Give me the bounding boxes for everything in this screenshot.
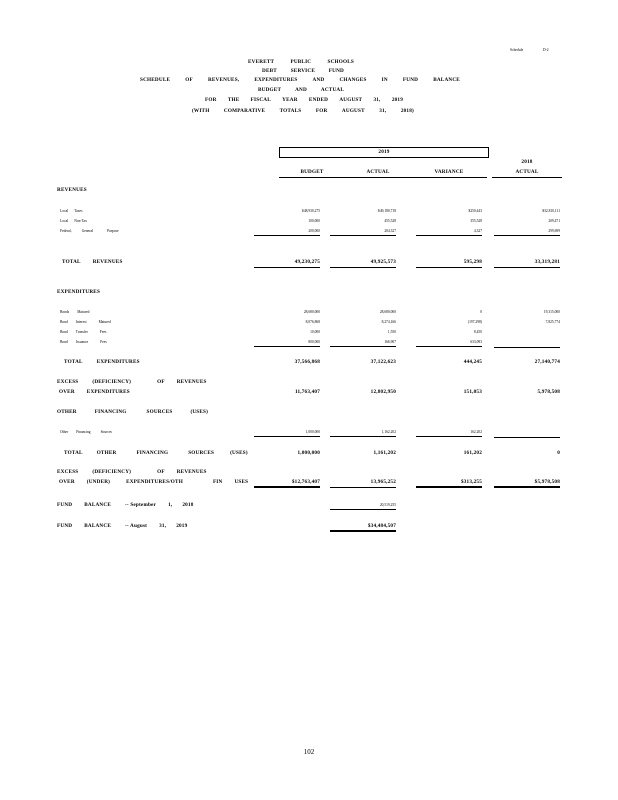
title-line-2: DEBT SERVICE FUND (262, 68, 344, 74)
budget-header: BUDGET (279, 169, 345, 178)
expenditures-heading: EXPENDITURES (57, 289, 101, 295)
prior-actual-header: ACTUAL (492, 169, 562, 178)
expenditure-actual: 8,274,166 (381, 320, 396, 324)
revenue-variance: $250,443 (468, 209, 482, 213)
excess-budget: 11,763,407 (294, 389, 320, 395)
revenue-row-label: Local Non-Tax (60, 219, 87, 223)
total-other-financing-variance: 161,202 (463, 450, 482, 456)
expenditure-row-label: Bond Interest Matured (60, 320, 111, 324)
expenditure-variance: 0 (480, 310, 482, 314)
expenditure-variance: 633,093 (416, 340, 482, 347)
excess-fin-label-2: OVER (UNDER) EXPENDITURES/OTH FIN USES (59, 479, 249, 485)
title-line-6: (WITH COMPARATIVE TOTALS FOR AUGUST 31, 2018) (192, 108, 414, 114)
revenue-prior: 209,471 (548, 219, 560, 223)
other-financing-variance: 162,202 (416, 430, 482, 437)
revenue-budget: 100,000 (308, 219, 320, 223)
fund-balance-start-label: FUND BALANCE -- September 1, 2018 (57, 502, 194, 508)
expenditure-actual: 28,680,000 (379, 310, 396, 314)
total-expenditures-label: TOTAL EXPENDITURES (64, 359, 140, 365)
expenditure-variance: 8,450 (473, 330, 482, 334)
other-financing-heading: OTHER FINANCING SOURCES (USES) (57, 409, 209, 415)
revenue-variance: 355,528 (470, 219, 482, 223)
excess-fin-label-1: EXCESS (DEFICIENCY) OF REVENUES (57, 469, 207, 475)
expenditure-row-label: Bond Issuance Fees (60, 340, 107, 344)
prior-year-header: 2018 (521, 159, 533, 165)
other-financing-budget: 1,000,000 (254, 430, 320, 437)
excess-fin-prior: $5,978,508 (494, 479, 560, 488)
fund-balance-end-actual: $34,484,507 (330, 523, 396, 532)
excess-fin-budget: $12,763,407 (254, 479, 320, 488)
actual-header: ACTUAL (345, 169, 411, 178)
schedule-number: D-2 (543, 48, 549, 52)
revenues-heading: REVENUES (57, 187, 87, 193)
other-financing-row-label: Other Financing Sources (60, 430, 112, 434)
schedule-label: Schedule (510, 48, 524, 52)
revenue-actual: 455,528 (384, 219, 396, 223)
revenue-row-label: Federal, General Purpose (60, 229, 119, 233)
revenue-prior: $32,810,111 (542, 209, 560, 213)
revenue-actual: $49,180,718 (378, 209, 396, 213)
title-line-5: FOR THE FISCAL YEAR ENDED AUGUST 31, 2019 (205, 97, 403, 103)
total-revenues-actual: 49,925,573 (330, 259, 396, 268)
expenditure-prior: 19,315,000 (543, 310, 560, 314)
total-expenditures-actual: 37,122,623 (370, 359, 396, 365)
excess-actual: 12,802,950 (370, 389, 396, 395)
revenue-variance: 4,327 (416, 229, 482, 236)
total-other-financing-prior: 0 (557, 450, 560, 456)
year-box: 2019 (279, 147, 489, 158)
total-expenditures-budget: 37,566,868 (294, 359, 320, 365)
total-other-financing-actual: 1,161,202 (373, 450, 396, 456)
fund-balance-end-label: FUND BALANCE -- August 31, 2019 (57, 523, 188, 529)
total-revenues-budget: 49,230,275 (254, 259, 320, 268)
title-line-4: BUDGET AND ACTUAL (258, 87, 344, 93)
variance-header: VARIANCE (411, 169, 487, 178)
revenue-budget: $48,930,275 (302, 209, 320, 213)
expenditure-budget: 10,000 (310, 330, 320, 334)
excess-label-2: OVER EXPENDITURES (59, 389, 130, 395)
total-other-financing-label: TOTAL OTHER FINANCING SOURCES (USES) (64, 450, 248, 456)
total-expenditures-variance: 444,245 (463, 359, 482, 365)
other-financing-actual: 1,162,202 (330, 430, 396, 437)
total-other-financing-budget: 1,000,000 (297, 450, 320, 456)
expenditure-budget: 800,000 (254, 340, 320, 347)
expenditure-prior (494, 340, 560, 348)
expenditure-actual: 166,907 (330, 340, 396, 347)
expenditure-prior: 7,825,774 (545, 320, 560, 324)
expenditure-row-label: Bond Transfer Fees (60, 330, 107, 334)
total-expenditures-prior: 27,140,774 (534, 359, 560, 365)
excess-fin-actual: 13,965,252 (330, 479, 396, 488)
revenue-budget: 200,000 (254, 229, 320, 236)
total-revenues-prior: 33,319,281 (494, 259, 560, 268)
excess-label-1: EXCESS (DEFICIENCY) OF REVENUES (57, 379, 207, 385)
expenditure-actual: 1,550 (387, 330, 396, 334)
expenditure-row-label: Bonds Matured (60, 310, 90, 314)
other-financing-prior (494, 430, 560, 438)
total-revenues-label: TOTAL REVENUES (62, 259, 123, 265)
title-line-3: SCHEDULE OF REVENUES, EXPENDITURES AND CHANGES IN FUND BALANCE (140, 77, 460, 83)
excess-prior: 5,978,508 (537, 389, 560, 395)
expenditure-budget: 28,680,000 (303, 310, 320, 314)
total-revenues-variance: 595,298 (416, 259, 482, 268)
revenue-row-label: Local Taxes (60, 209, 83, 213)
page-number: 102 (303, 748, 315, 756)
fund-balance-start-actual: 20,519,255 (330, 503, 396, 510)
revenue-actual: 204,327 (330, 229, 396, 236)
revenue-prior: 299,699 (494, 229, 560, 236)
expenditure-budget: 8,076,868 (305, 320, 320, 324)
excess-fin-variance: $313,255 (416, 479, 482, 488)
expenditure-variance: (197,298) (467, 320, 482, 324)
excess-variance: 151,053 (463, 389, 482, 395)
title-line-1: EVERETT PUBLIC SCHOOLS (248, 59, 354, 65)
